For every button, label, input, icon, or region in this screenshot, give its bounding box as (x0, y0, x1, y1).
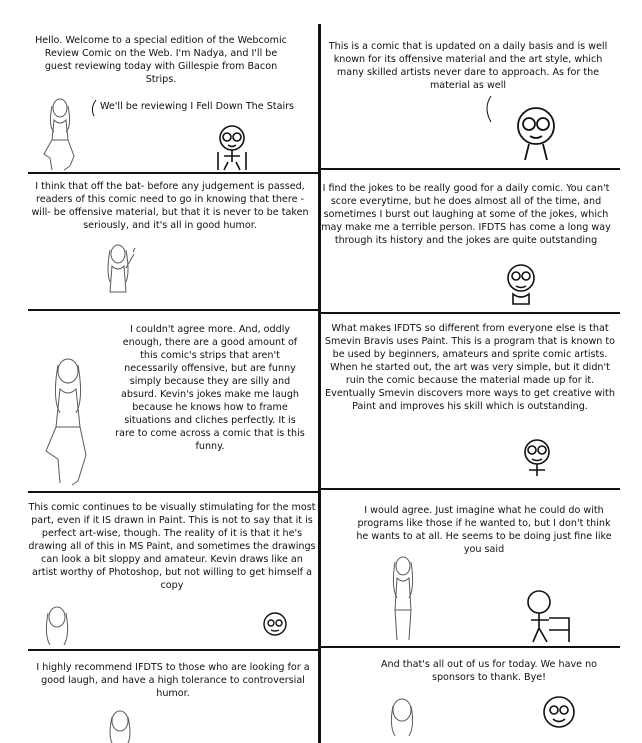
panel-9 (28, 651, 318, 743)
caption-p9: I highly recommend IFDTS to those who are looking for a good laugh, and have a high tolerance to controversial humor. (36, 662, 310, 699)
speech-tail-p1 (88, 98, 98, 118)
nadya-figure (38, 96, 82, 172)
caption-p2: This is a comic that is updated on a daily basis and is well known for its offensive material and the art style, which many skilled artists never dare to approach. As for the material as well (328, 41, 608, 91)
speech-tail-p2 (481, 94, 495, 124)
caption-p7: This comic continues to be visually stimulating for the most part, even if it IS drawn in Paint. This is not to say that it is perfect art-wise, though. The reality of it is that it he's drawing all of this in MS Paint, and sometimes the drawings can look a bit sloppy and amateur. Kevin draws like an artist worthy of Photoshop, but not willing to get himself a copy (28, 502, 316, 591)
panel-5 (28, 311, 318, 491)
gillespie-figure (509, 102, 563, 162)
caption-p6: What makes IFDTS so different from everyone else is that Smevin Bravis uses Paint. This is a program that is known to be used by beginners, amateurs and sprite comic artists. When he started out, the art was very simple, but it didn't ruin the comic because the material made up for it. Eventually Smevin discovers more ways to get creative with Paint and improves his skill which is outstanding. (324, 323, 616, 412)
nadya-figure (38, 355, 102, 487)
gillespie-figure (541, 694, 577, 730)
caption-p5: I couldn't agree more. And, oddly enough, there are a good amount of this comic's strips that aren't necessarily offensive, but are funny simply because they are silly and absurd. Kevin's jokes make me laugh because he knows how to frame situations and cliches perfectly. It is rare to come across a comic that is this funny. (115, 324, 305, 452)
caption-p1-b: We'll be reviewing I Fell Down The Stairs (99, 101, 295, 112)
gillespie-figure (501, 260, 541, 308)
panel-3 (28, 174, 318, 309)
panel-7 (28, 493, 318, 649)
panel-4 (321, 170, 620, 312)
gillespie-figure (208, 122, 258, 172)
nadya-figure (100, 707, 140, 743)
nadya-figure (40, 605, 74, 647)
panel-8 (321, 490, 620, 646)
caption-p1-a: Hello. Welcome to a special edition of the Webcomic Review Comic on the Web. I'm Nadya, and I'll be guest reviewing today with Gillespie from Bacon Strips. (35, 35, 287, 85)
panel-10 (321, 648, 620, 743)
panel-2 (321, 24, 620, 168)
gillespie-figure (517, 436, 557, 484)
panel-6 (321, 314, 620, 488)
gillespie-figure (260, 611, 290, 637)
caption-p10: And that's all out of us for today. We have no sponsors to thank. Bye! (380, 659, 598, 683)
nadya-figure (98, 242, 138, 306)
panel-1 (28, 24, 318, 172)
nadya-figure (385, 696, 419, 736)
caption-p4: I find the jokes to be really good for a daily comic. You can't score everytime, but he does almost all of the time, and sometimes I burst out laughing at some of the jokes, which may make me a terrible person. IFDTS has come a long way through its history and the jokes are quite outstanding (321, 183, 611, 246)
caption-p3: I think that off the bat- before any judgement is passed, readers of this comic need to go in knowing that there -will- be offensive material, but that it is never to be taken seriously, and it's all in good humor. (31, 181, 309, 231)
nadya-figure (381, 554, 425, 644)
caption-p8: I would agree. Just imagine what he could do with programs like those if he wanted to, but I don't think he wants to at all. He seems to be doing just fine like you said (356, 505, 612, 555)
gillespie-figure (519, 588, 575, 644)
